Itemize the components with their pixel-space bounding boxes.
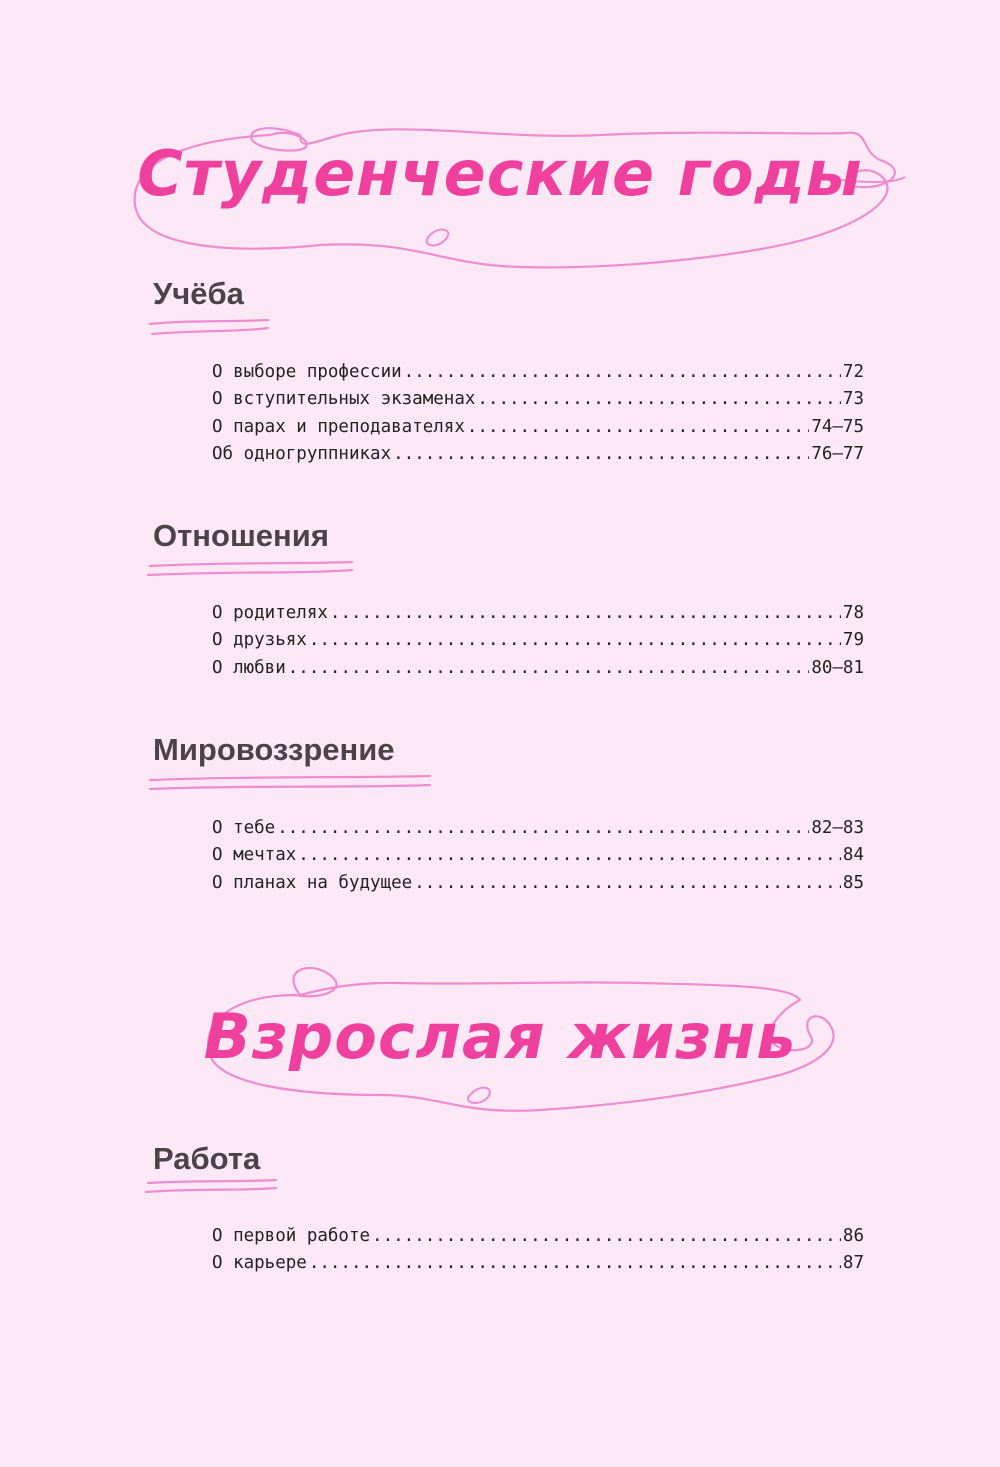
toc-entry[interactable] (212, 444, 864, 471)
section-title: Отношения (153, 518, 329, 553)
toc-entry-label: О первой работе (212, 1226, 371, 1246)
toc-leader-dots (288, 658, 810, 678)
section-title: Учёба (153, 276, 244, 311)
toc-entry-label: О парах и преподавателях (212, 416, 465, 437)
toc-entry-label: О любви (212, 657, 286, 678)
toc-entry-page: 74–75 (811, 416, 864, 437)
chapter-heading-adult-life (0, 955, 1000, 1135)
toc-entry-page: 73 (842, 389, 864, 410)
toc-leader-dots (467, 417, 809, 437)
toc-leader-dots (404, 362, 841, 382)
section-underline-decoration (0, 732, 1000, 802)
toc-entry-page: 86 (842, 1226, 864, 1246)
toc-entry[interactable] (212, 1253, 864, 1280)
section-studies (0, 276, 1000, 336)
chapter-title: Студенческие годы (137, 137, 863, 210)
toc-entry-page: 87 (842, 1253, 864, 1274)
toc-entry-page: 72 (842, 362, 864, 382)
toc-entry-label: О карьере (212, 1253, 307, 1274)
section-relationships (0, 518, 1000, 578)
toc-entry[interactable] (212, 658, 864, 685)
toc-leader-dots (309, 630, 841, 650)
toc-entry-label: О друзьях (212, 630, 307, 651)
toc-entry-label: О мечтах (212, 845, 297, 866)
section-title: Мировоззрение (153, 732, 395, 767)
section-underline-decoration (0, 1141, 1000, 1211)
toc-leader-dots (477, 389, 841, 409)
toc-entry-page: 84 (842, 845, 864, 866)
toc-entry-label: О выборе профессии (212, 362, 402, 382)
toc-list-work (212, 1226, 864, 1281)
toc-leader-dots (414, 873, 841, 893)
toc-entry-label: Об одногруппниках (212, 443, 392, 464)
toc-list-worldview (212, 818, 864, 900)
toc-leader-dots (277, 818, 809, 838)
toc-entry[interactable] (212, 417, 864, 444)
toc-entry[interactable] (212, 630, 864, 657)
toc-entry-page: 85 (842, 872, 864, 893)
chapter-heading-student-years (0, 105, 1000, 285)
toc-entry[interactable] (212, 389, 864, 416)
toc-entry-page: 79 (842, 630, 864, 651)
toc-entry-page: 82–83 (811, 818, 864, 838)
toc-entry-page: 76–77 (811, 443, 864, 464)
chapter-title: Взрослая жизнь (203, 1000, 797, 1073)
toc-list-studies (212, 362, 864, 471)
section-worldview (0, 732, 1000, 792)
section-title: Работа (153, 1141, 261, 1176)
toc-leader-dots (309, 1253, 841, 1273)
toc-entry[interactable] (212, 603, 864, 630)
toc-entry-label: О планах на будущее (212, 872, 413, 893)
section-underline-decoration (0, 518, 1000, 588)
toc-list-relationships (212, 603, 864, 685)
section-underline-decoration (0, 276, 1000, 346)
toc-entry-label: О родителях (212, 603, 328, 623)
toc-leader-dots (393, 444, 809, 464)
toc-entry-page: 80–81 (811, 657, 864, 678)
toc-entry[interactable] (212, 818, 864, 845)
toc-entry-label: О вступительных экзаменах (212, 389, 476, 410)
toc-entry[interactable] (212, 845, 864, 872)
toc-leader-dots (330, 603, 841, 623)
toc-leader-dots (372, 1226, 841, 1246)
toc-entry-page: 78 (842, 603, 864, 623)
toc-entry[interactable] (212, 1226, 864, 1253)
toc-entry[interactable] (212, 362, 864, 389)
toc-entry-label: О тебе (212, 818, 276, 838)
toc-entry[interactable] (212, 873, 864, 900)
section-work (0, 1141, 1000, 1201)
toc-leader-dots (298, 845, 841, 865)
